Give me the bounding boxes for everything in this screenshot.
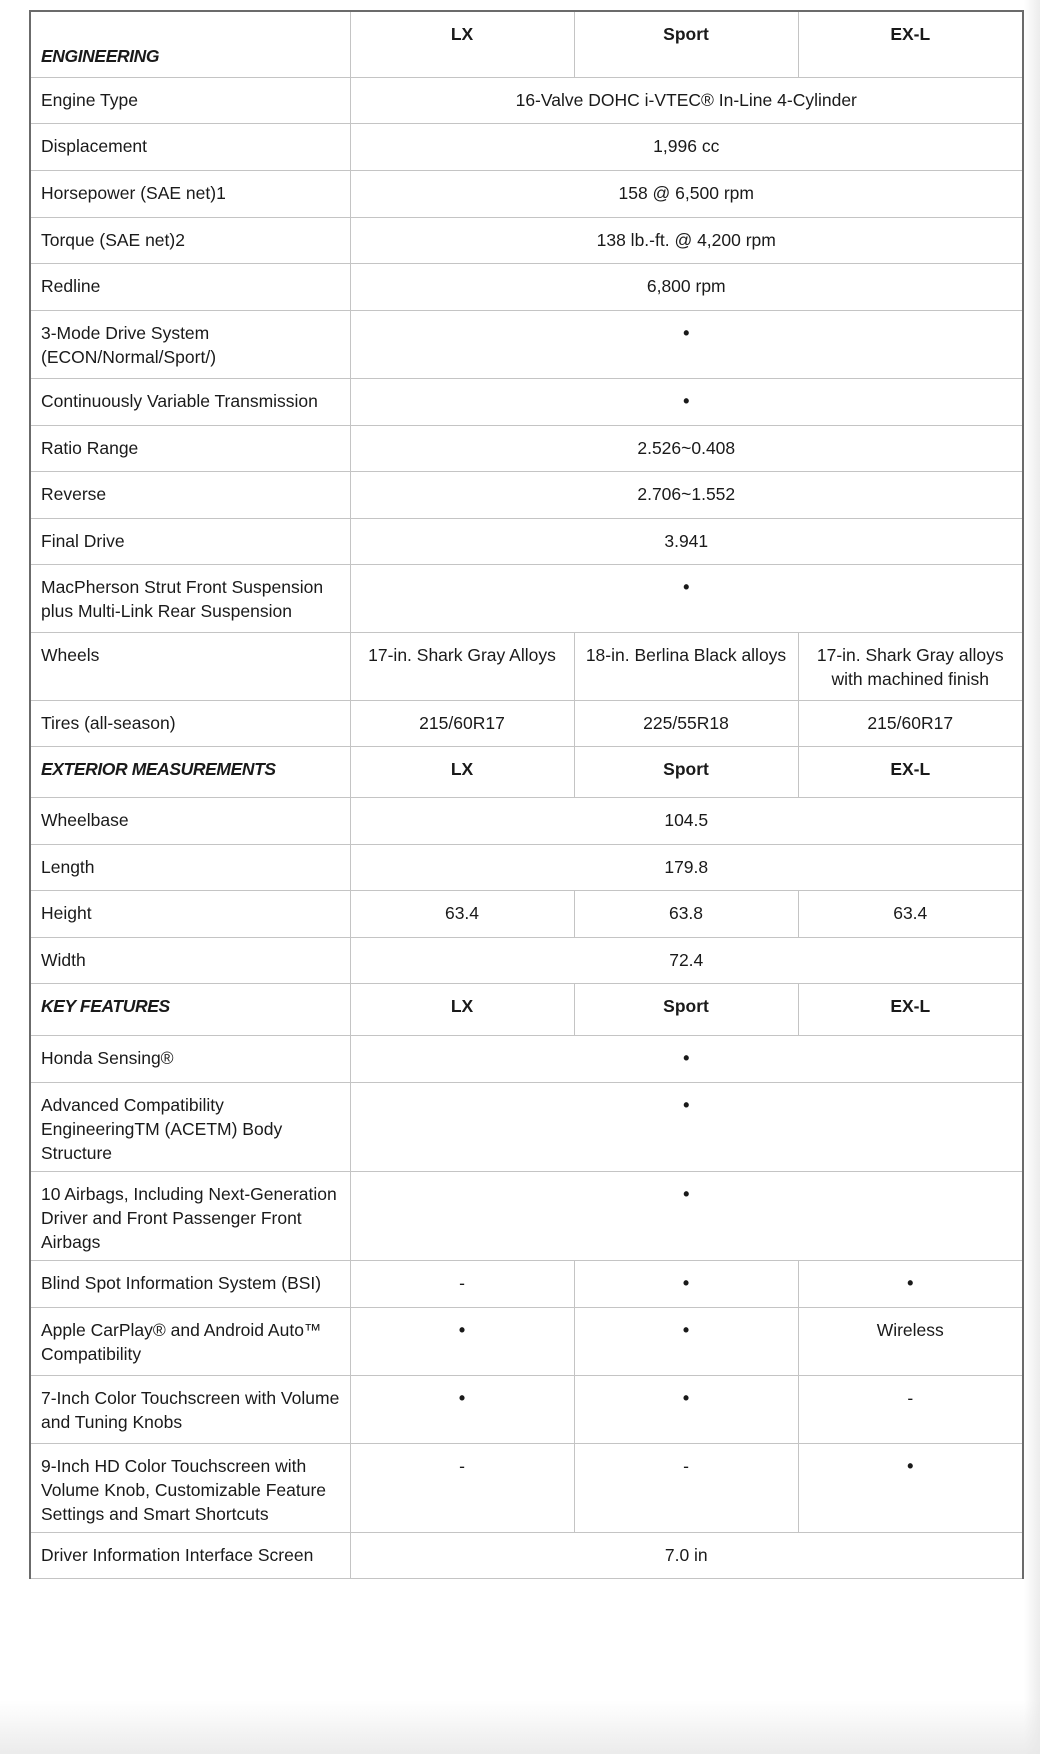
spec-row: [30, 263, 1023, 310]
spec-value-all-trims: •: [350, 1082, 1023, 1171]
spec-row: [30, 1307, 1023, 1375]
trim-column-header: Sport: [574, 746, 798, 797]
spec-value-exl: •: [798, 1443, 1023, 1532]
spec-value-all-trims: 179.8: [350, 844, 1023, 890]
spec-row: [30, 890, 1023, 937]
spec-value-all-trims: 3.941: [350, 518, 1023, 564]
section-title-text: EXTERIOR MEASUREMENTS: [41, 758, 276, 779]
spec-row: [30, 77, 1023, 123]
spec-value-exl: -: [798, 1375, 1023, 1443]
trim-column-header: Sport: [574, 11, 798, 77]
spec-row: [30, 518, 1023, 564]
section-title: [30, 746, 350, 797]
spec-value-all-trims: 138 lb.-ft. @ 4,200 rpm: [350, 217, 1023, 263]
spec-row: [30, 1443, 1023, 1532]
spec-value-lx: -: [350, 1443, 574, 1532]
spec-row: [30, 844, 1023, 890]
spec-row: [30, 378, 1023, 425]
trim-column-header: LX: [350, 11, 574, 77]
spec-row: [30, 632, 1023, 700]
trim-column-header: EX-L: [798, 746, 1023, 797]
spec-row: [30, 471, 1023, 518]
trim-column-header: LX: [350, 746, 574, 797]
spec-row: [30, 1171, 1023, 1260]
spec-row: [30, 425, 1023, 471]
spec-label: Ratio Range: [30, 425, 350, 471]
spec-value-all-trims: 2.706~1.552: [350, 471, 1023, 518]
spec-value-all-trims: •: [350, 378, 1023, 425]
spec-label: MacPherson Strut Front Suspension plus Multi-Link Rear Suspension: [30, 564, 350, 632]
spec-label: Length: [30, 844, 350, 890]
spec-label: 7-Inch Color Touchscreen with Volume and Tuning Knobs: [30, 1375, 350, 1443]
spec-value-all-trims: 6,800 rpm: [350, 263, 1023, 310]
spec-label: Horsepower (SAE net)1: [30, 170, 350, 217]
spec-row: [30, 1035, 1023, 1082]
spec-label: Wheelbase: [30, 797, 350, 844]
spec-label: Wheels: [30, 632, 350, 700]
spec-label: Reverse: [30, 471, 350, 518]
trim-column-header: EX-L: [798, 11, 1023, 77]
spec-label: Tires (all-season): [30, 700, 350, 746]
spec-value-all-trims: •: [350, 1035, 1023, 1082]
spec-value-sport: -: [574, 1443, 798, 1532]
spec-table-body: [30, 11, 1023, 1578]
spec-label: Displacement: [30, 123, 350, 170]
spec-label: Height: [30, 890, 350, 937]
spec-label: Continuously Variable Transmission: [30, 378, 350, 425]
spec-value-lx: •: [350, 1307, 574, 1375]
trim-column-header: Sport: [574, 983, 798, 1035]
spec-row: [30, 310, 1023, 378]
spec-label: Driver Information Interface Screen: [30, 1532, 350, 1578]
scroll-edge-shadow: [1024, 0, 1040, 1754]
section-title: [30, 11, 350, 77]
spec-label: Final Drive: [30, 518, 350, 564]
trim-column-header: EX-L: [798, 983, 1023, 1035]
section-header-row: [30, 11, 1023, 77]
spec-label: 9-Inch HD Color Touchscreen with Volume Knob, Customizable Feature Settings and Smart Shortcuts: [30, 1443, 350, 1532]
spec-row: [30, 123, 1023, 170]
spec-value-all-trims: 158 @ 6,500 rpm: [350, 170, 1023, 217]
spec-row: [30, 937, 1023, 983]
spec-value-sport: 225/55R18: [574, 700, 798, 746]
section-title-text: ENGINEERING: [41, 45, 160, 66]
spec-value-exl: 215/60R17: [798, 700, 1023, 746]
spec-value-all-trims: 16-Valve DOHC i-VTEC® In-Line 4-Cylinder: [350, 77, 1023, 123]
spec-value-lx: -: [350, 1260, 574, 1307]
spec-value-all-trims: •: [350, 1171, 1023, 1260]
section-title-text: KEY FEATURES: [41, 995, 170, 1016]
spec-row: [30, 1082, 1023, 1171]
spec-value-all-trims: •: [350, 310, 1023, 378]
bottom-fade: [0, 1700, 1040, 1754]
spec-row: [30, 1375, 1023, 1443]
spec-value-all-trims: 1,996 cc: [350, 123, 1023, 170]
spec-row: [30, 170, 1023, 217]
spec-value-lx: 215/60R17: [350, 700, 574, 746]
spec-value-all-trims: 2.526~0.408: [350, 425, 1023, 471]
trim-column-header: LX: [350, 983, 574, 1035]
spec-label: Advanced Compatibility EngineeringTM (ACETM) Body Structure: [30, 1082, 350, 1171]
spec-value-exl: •: [798, 1260, 1023, 1307]
section-header-row: [30, 746, 1023, 797]
spec-value-all-trims: •: [350, 564, 1023, 632]
section-header-row: [30, 983, 1023, 1035]
spec-value-all-trims: 72.4: [350, 937, 1023, 983]
spec-label: Honda Sensing®: [30, 1035, 350, 1082]
spec-label: Apple CarPlay® and Android Auto™ Compatibility: [30, 1307, 350, 1375]
spec-label: Torque (SAE net)2: [30, 217, 350, 263]
spec-value-exl: 63.4: [798, 890, 1023, 937]
spec-comparison-table: [29, 10, 1024, 1579]
spec-value-exl: 17-in. Shark Gray alloys with machined finish: [798, 632, 1023, 700]
spec-row: [30, 700, 1023, 746]
spec-value-sport: •: [574, 1260, 798, 1307]
spec-value-sport: 18-in. Berlina Black alloys: [574, 632, 798, 700]
spec-value-lx: 17-in. Shark Gray Alloys: [350, 632, 574, 700]
spec-value-lx: 63.4: [350, 890, 574, 937]
spec-value-sport: •: [574, 1307, 798, 1375]
spec-label: 3-Mode Drive System (ECON/Normal/Sport/): [30, 310, 350, 378]
spec-label: Width: [30, 937, 350, 983]
spec-value-all-trims: 7.0 in: [350, 1532, 1023, 1578]
spec-value-lx: •: [350, 1375, 574, 1443]
spec-value-sport: 63.8: [574, 890, 798, 937]
spec-label: Blind Spot Information System (BSI): [30, 1260, 350, 1307]
spec-label: Redline: [30, 263, 350, 310]
spec-row: [30, 564, 1023, 632]
spec-row: [30, 797, 1023, 844]
spec-label: 10 Airbags, Including Next-Generation Driver and Front Passenger Front Airbags: [30, 1171, 350, 1260]
spec-row: [30, 1532, 1023, 1578]
spec-row: [30, 1260, 1023, 1307]
section-title: [30, 983, 350, 1035]
spec-row: [30, 217, 1023, 263]
spec-value-all-trims: 104.5: [350, 797, 1023, 844]
spec-value-exl: Wireless: [798, 1307, 1023, 1375]
spec-value-sport: •: [574, 1375, 798, 1443]
spec-label: Engine Type: [30, 77, 350, 123]
